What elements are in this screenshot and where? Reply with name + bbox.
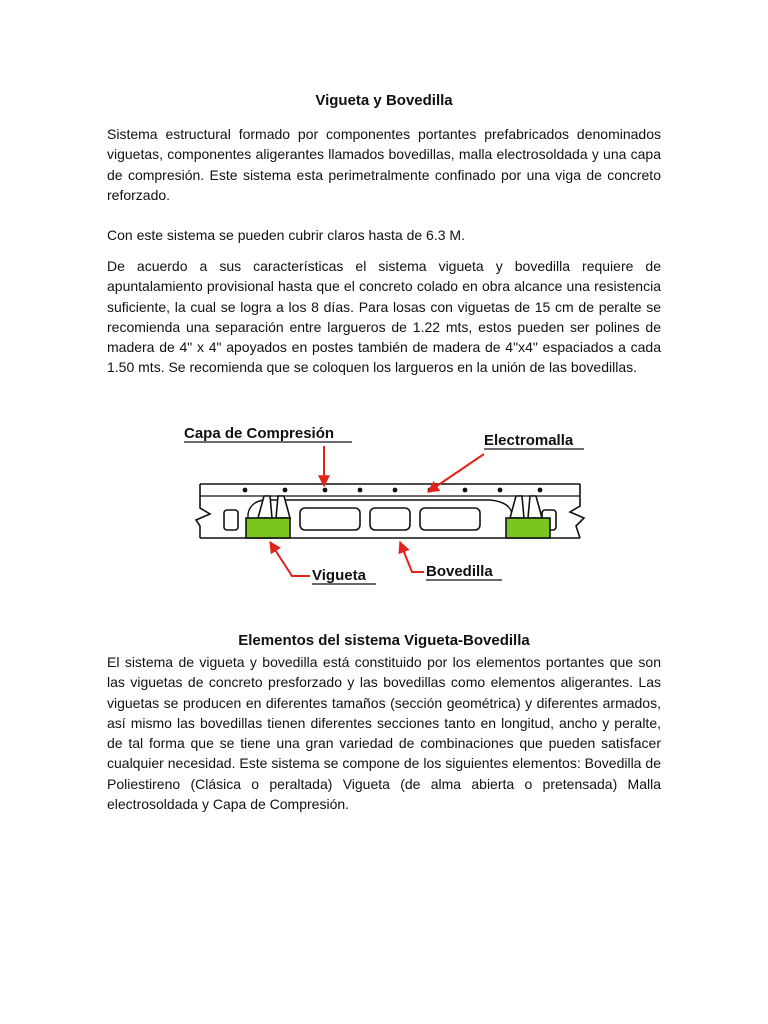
label-bovedilla: Bovedilla [426, 563, 493, 580]
paragraph-shoring: De acuerdo a sus características el sistema vigueta y bovedilla requiere de apuntalamiento provisional hasta que el concreto colado en obra alcance una resistencia suficiente, la cual se logra a los 8 días. Para losas con viguetas de 15 cm de peralte se recomienda una separación entre largueros de 1.22 mts, estos pueden ser polines de madera de 4" x 4" apoyados en postes también de madera de 4"x4" espaciados a cada 1.50 mts. Se recomienda que se coloquen los largueros en la unión de las bovedillas. [107, 258, 661, 376]
arrow-vigueta [270, 542, 310, 576]
arrow-bovedilla [400, 542, 424, 572]
label-capa-compresion: Capa de Compresión [184, 425, 335, 442]
paragraph-elements: El sistema de vigueta y bovedilla está constituido por los elementos portantes que son las viguetas de concreto presforzado y las bovedillas como elementos aligerantes. Las viguetas se producen en diferentes tamaños (sección geométrica) y diferentes armados, así mismo las bovedillas tienen diferentes secciones tanto en longitud, ancho y peralte, de tal forma que se tiene una gran variedad de combinaciones que pueden satisfacer cualquier necesidad. Este sistema se compone de los siguientes elementos: Bovedilla de Poliestireno (Clásica o peraltada) Vigueta (de alma abierta o pretensada) Malla electrosoldada y Capa de Compresión. [107, 654, 661, 813]
paragraph-span: Con este sistema se pueden cubrir claros hasta de 6.3 M. [107, 227, 465, 243]
vigueta-left [246, 518, 290, 538]
vigueta-right [506, 518, 550, 538]
arrow-electromalla [428, 454, 484, 492]
label-vigueta: Vigueta [312, 567, 366, 584]
paragraph-intro: Sistema estructural formado por componentes portantes prefabricados denominados viguetas, componentes aligerantes llamados bovedillas, malla electrosoldada y una capa de compresión. Este sistema esta perimetralmente confinado por una viga de concreto reforzado. [107, 126, 661, 203]
section-title: Elementos del sistema Vigueta-Bovedilla [238, 632, 530, 649]
vigueta-bases [246, 518, 550, 538]
slab-section-diagram [180, 418, 600, 590]
document-title: Vigueta y Bovedilla [315, 92, 453, 109]
label-electromalla: Electromalla [484, 432, 574, 449]
leader-arrows [270, 446, 484, 576]
electromalla-mesh [243, 488, 543, 493]
